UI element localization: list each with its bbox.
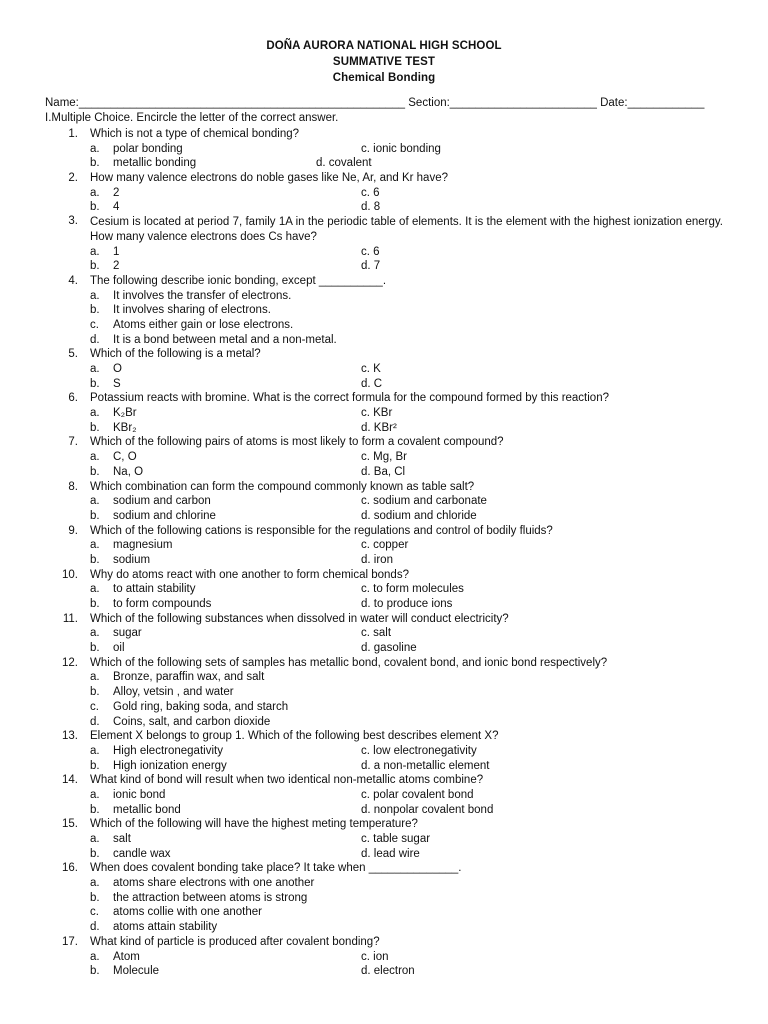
question-number: 17. xyxy=(62,935,78,948)
choice-row xyxy=(0,200,768,215)
choice-text: to form compounds xyxy=(113,598,212,611)
question-number: 6. xyxy=(68,392,78,405)
choice-text: ionic bond xyxy=(113,788,166,801)
choice-row xyxy=(0,803,768,818)
choice-row xyxy=(0,465,768,480)
question-10 xyxy=(0,568,768,612)
question-number: 14. xyxy=(62,774,78,787)
choice-text: Gold ring, baking soda, and starch xyxy=(113,700,289,713)
choice-letter[interactable]: a. xyxy=(90,877,100,890)
choice-letter[interactable]: b. xyxy=(90,965,100,978)
question-number: 5. xyxy=(68,348,78,361)
subject-title: Chemical Bonding xyxy=(332,72,436,84)
question-text: What kind of particle is produced after covalent bonding? xyxy=(90,935,380,948)
choice-row xyxy=(0,670,768,685)
question-2 xyxy=(0,171,768,215)
question-number: 15. xyxy=(62,818,78,831)
choice-letter[interactable]: b. xyxy=(90,803,100,816)
question-text: Cesium is located at period 7, family 1A in the periodic table of elements. It is the element with the highest ionization energy. How many valence electrons does Cs have? xyxy=(90,216,723,243)
question-number: 13. xyxy=(62,730,78,743)
question-text: Which of the following cations is responsible for the regulations and control of bodily fluids? xyxy=(90,524,553,537)
question-number: 1. xyxy=(68,128,78,140)
test-title: SUMMATIVE TEST xyxy=(332,56,436,68)
choice-right[interactable]: c. polar covalent bond xyxy=(361,788,474,801)
choice-text: Molecule xyxy=(113,965,160,978)
choice-row xyxy=(0,289,768,304)
choice-letter[interactable]: b. xyxy=(90,421,100,434)
choice-right[interactable]: d. KBr² xyxy=(361,421,397,434)
choice-right[interactable]: c. 6 xyxy=(361,186,380,199)
question-text: Which of the following substances when dissolved in water will conduct electricity? xyxy=(90,612,509,625)
question-text: When does covalent bonding take place? It take when ______________. xyxy=(90,862,462,875)
choice-text: to attain stability xyxy=(113,583,196,596)
choice-right[interactable]: d. gasoline xyxy=(361,642,417,655)
choice-row xyxy=(0,406,768,421)
choice-text: metallic bond xyxy=(113,803,181,816)
question-15 xyxy=(0,817,768,861)
choice-text: atoms share electrons with one another xyxy=(113,877,315,890)
document-header xyxy=(0,38,768,86)
choice-letter[interactable]: b. xyxy=(90,847,100,860)
choice-row xyxy=(0,421,768,436)
choice-right[interactable]: c. ionic bonding xyxy=(361,142,441,155)
question-number: 4. xyxy=(68,274,78,287)
choice-letter[interactable]: a. xyxy=(90,950,100,963)
choice-letter[interactable]: b. xyxy=(90,686,100,699)
question-list xyxy=(0,127,768,979)
question-number: 9. xyxy=(68,524,78,537)
choice-text: sodium and carbon xyxy=(113,495,211,508)
choice-right[interactable]: d. lead wire xyxy=(361,847,420,860)
choice-letter[interactable]: a. xyxy=(90,363,100,376)
choice-letter[interactable]: d. xyxy=(90,333,100,346)
question-text: Which of the following pairs of atoms is most likely to form a covalent compound? xyxy=(90,436,504,449)
choice-right[interactable]: d. iron xyxy=(361,553,393,566)
choice-text: It is a bond between metal and a non-metal. xyxy=(113,333,337,346)
choice-text: magnesium xyxy=(113,539,173,552)
choice-text: High ionization energy xyxy=(113,759,227,772)
choice-text: Na, O xyxy=(113,465,144,478)
choice-text: Coins, salt, and carbon dioxide xyxy=(113,715,271,728)
question-text: How many valence electrons do noble gases like Ne, Ar, and Kr have? xyxy=(90,172,448,185)
choice-right[interactable]: d. electron xyxy=(361,965,415,978)
choice-row xyxy=(0,245,768,260)
choice-right[interactable]: d. nonpolar covalent bond xyxy=(361,803,494,816)
name-section-date-line: Name:___________________________________________________ Section:_______________________ Date:____________ xyxy=(45,97,705,109)
choice-letter[interactable]: a. xyxy=(90,539,100,552)
choice-text: High electronegativity xyxy=(113,744,223,757)
choice-row xyxy=(0,597,768,612)
choice-right[interactable]: c. Mg, Br xyxy=(361,451,408,464)
choice-letter[interactable]: a. xyxy=(90,788,100,801)
choice-letter[interactable]: a. xyxy=(90,671,100,684)
choice-letter[interactable]: b. xyxy=(90,891,100,904)
choice-row xyxy=(0,318,768,333)
choice-text: 1 xyxy=(113,245,120,258)
choice-row xyxy=(0,950,768,965)
choice-right[interactable]: d. a non-metallic element xyxy=(361,759,490,772)
choice-letter[interactable]: a. xyxy=(90,289,100,302)
choice-row xyxy=(0,700,768,715)
choice-row xyxy=(0,832,768,847)
choice-letter[interactable]: c. xyxy=(90,318,99,331)
choice-letter[interactable]: a. xyxy=(90,186,100,199)
choice-right[interactable]: c. KBr xyxy=(361,407,393,420)
choice-row xyxy=(0,333,768,348)
choice-row xyxy=(0,509,768,524)
choice-letter[interactable]: a. xyxy=(90,744,100,757)
choice-right[interactable]: c. table sugar xyxy=(361,833,431,846)
choice-row xyxy=(0,377,768,392)
choice-letter[interactable]: b. xyxy=(90,598,100,611)
choice-text: polar bonding xyxy=(113,142,183,155)
choice-row xyxy=(0,450,768,465)
question-12 xyxy=(0,656,768,729)
choice-letter[interactable]: b. xyxy=(90,304,100,317)
choice-letter[interactable]: a. xyxy=(90,142,100,155)
question-6 xyxy=(0,391,768,435)
choice-text: oil xyxy=(113,642,125,655)
choice-right[interactable]: c. low electronegativity xyxy=(361,744,477,757)
choice-text: It involves sharing of electrons. xyxy=(113,304,271,317)
choice-text: atoms collie with one another xyxy=(113,906,262,919)
question-text: Why do atoms react with one another to form chemical bonds? xyxy=(90,568,409,581)
question-number: 2. xyxy=(68,172,78,185)
choice-row xyxy=(0,362,768,377)
choice-letter[interactable]: b. xyxy=(90,465,100,478)
choice-right[interactable]: c. salt xyxy=(361,627,392,640)
question-text: Which of the following is a metal? xyxy=(90,348,261,361)
question-text: Which of the following sets of samples has metallic bond, covalent bond, and ionic bond respectively? xyxy=(90,656,608,669)
choice-right[interactable]: d. covalent xyxy=(316,157,372,170)
choice-letter[interactable]: b. xyxy=(90,509,100,522)
question-number: 10. xyxy=(62,568,78,581)
choice-text: candle wax xyxy=(113,847,171,860)
choice-row xyxy=(0,582,768,597)
choice-row xyxy=(0,553,768,568)
choice-right[interactable]: d. Ba, Cl xyxy=(361,465,406,478)
choice-right[interactable]: c. 6 xyxy=(361,245,380,258)
question-number: 11. xyxy=(62,612,78,625)
question-text: Which of the following will have the highest meting temperature? xyxy=(90,818,418,831)
question-text: Element X belongs to group 1. Which of the following best describes element X? xyxy=(90,730,499,743)
choice-text: the attraction between atoms is strong xyxy=(113,891,308,904)
choice-letter[interactable]: b. xyxy=(90,260,100,273)
choice-text: S xyxy=(113,377,121,390)
question-13 xyxy=(0,729,768,773)
choice-row xyxy=(0,641,768,656)
instructions: I.Multiple Choice. Encircle the letter of the correct answer. xyxy=(45,112,339,124)
choice-text: sodium and chlorine xyxy=(113,509,216,522)
question-14 xyxy=(0,773,768,817)
choice-row xyxy=(0,303,768,318)
question-4 xyxy=(0,274,768,347)
choice-text: 4 xyxy=(113,201,120,214)
choice-letter[interactable]: b. xyxy=(90,157,100,170)
question-8 xyxy=(0,480,768,524)
choice-text: 2 xyxy=(113,260,120,273)
choice-row xyxy=(0,920,768,935)
choice-row xyxy=(0,759,768,774)
choice-letter[interactable]: a. xyxy=(90,833,100,846)
choice-text: Bronze, paraffin wax, and salt xyxy=(113,671,265,684)
question-number: 3. xyxy=(68,215,78,228)
question-text: What kind of bond will result when two identical non-metallic atoms combine? xyxy=(90,774,484,787)
choice-text: 2 xyxy=(113,186,120,199)
choice-text: O xyxy=(113,363,122,376)
choice-row xyxy=(0,156,768,171)
choice-right[interactable]: d. 8 xyxy=(361,201,381,214)
choice-letter[interactable]: d. xyxy=(90,715,100,728)
choice-text: Atom xyxy=(113,950,140,963)
choice-right[interactable]: c. to form molecules xyxy=(361,583,464,596)
school-name: DOÑA AURORA NATIONAL HIGH SCHOOL xyxy=(266,40,502,52)
choice-row xyxy=(0,847,768,862)
choice-text: C, O xyxy=(113,451,137,464)
question-17 xyxy=(0,935,768,979)
question-text: Potassium reacts with bromine. What is the correct formula for the compound formed by this reaction? xyxy=(90,392,609,405)
choice-right[interactable]: c. K xyxy=(361,363,381,376)
question-1 xyxy=(0,127,768,171)
choice-text: salt xyxy=(113,833,131,846)
choice-letter[interactable]: b. xyxy=(90,553,100,566)
choice-letter[interactable]: a. xyxy=(90,583,100,596)
choice-right[interactable]: d. C xyxy=(361,377,383,390)
choice-letter[interactable]: b. xyxy=(90,759,100,772)
choice-letter[interactable]: b. xyxy=(90,642,100,655)
choice-letter[interactable]: a. xyxy=(90,407,100,420)
choice-right[interactable]: d. 7 xyxy=(361,260,381,273)
choice-row xyxy=(0,891,768,906)
choice-text: K₂Br xyxy=(113,407,137,420)
choice-row xyxy=(0,259,768,274)
question-text: Which is not a type of chemical bonding? xyxy=(90,128,300,140)
question-16 xyxy=(0,861,768,934)
choice-text: atoms attain stability xyxy=(113,921,218,934)
choice-row xyxy=(0,876,768,891)
choice-right[interactable]: c. sodium and carbonate xyxy=(361,495,487,508)
choice-row xyxy=(0,905,768,920)
question-text: Which combination can form the compound commonly known as table salt? xyxy=(90,480,475,493)
choice-text: sodium xyxy=(113,553,151,566)
choice-letter[interactable]: b. xyxy=(90,201,100,214)
choice-letter[interactable]: a. xyxy=(90,495,100,508)
choice-row xyxy=(0,186,768,201)
choice-letter[interactable]: c. xyxy=(90,906,99,919)
question-3 xyxy=(0,215,768,274)
choice-letter[interactable]: c. xyxy=(90,700,99,713)
choice-right[interactable]: d. sodium and chloride xyxy=(361,509,477,522)
choice-row xyxy=(0,538,768,553)
choice-letter[interactable]: b. xyxy=(90,377,100,390)
choice-letter[interactable]: a. xyxy=(90,451,100,464)
choice-text: KBr₂ xyxy=(113,421,137,434)
choice-row xyxy=(0,494,768,509)
choice-right[interactable]: d. to produce ions xyxy=(361,598,453,611)
choice-right[interactable]: c. ion xyxy=(361,950,389,963)
choice-text: metallic bonding xyxy=(113,157,197,170)
choice-text: Atoms either gain or lose electrons. xyxy=(113,318,294,331)
choice-row xyxy=(0,685,768,700)
question-number: 16. xyxy=(62,862,78,875)
question-text: The following describe ionic bonding, except __________. xyxy=(90,274,387,287)
choice-text: It involves the transfer of electrons. xyxy=(113,289,292,302)
choice-row xyxy=(0,626,768,641)
choice-row xyxy=(0,964,768,979)
choice-letter[interactable]: a. xyxy=(90,627,100,640)
question-number: 8. xyxy=(68,480,78,493)
choice-row xyxy=(0,715,768,730)
choice-right[interactable]: c. copper xyxy=(361,539,409,552)
question-9 xyxy=(0,524,768,568)
question-7 xyxy=(0,435,768,479)
choice-text: Alloy, vetsin , and water xyxy=(113,686,234,699)
choice-letter[interactable]: d. xyxy=(90,921,100,934)
question-number: 12. xyxy=(62,656,78,669)
question-number: 7. xyxy=(68,436,78,449)
choice-row xyxy=(0,788,768,803)
choice-letter[interactable]: a. xyxy=(90,245,100,258)
choice-row xyxy=(0,142,768,157)
choice-row xyxy=(0,744,768,759)
question-11 xyxy=(0,612,768,656)
question-5 xyxy=(0,347,768,391)
choice-text: sugar xyxy=(113,627,142,640)
